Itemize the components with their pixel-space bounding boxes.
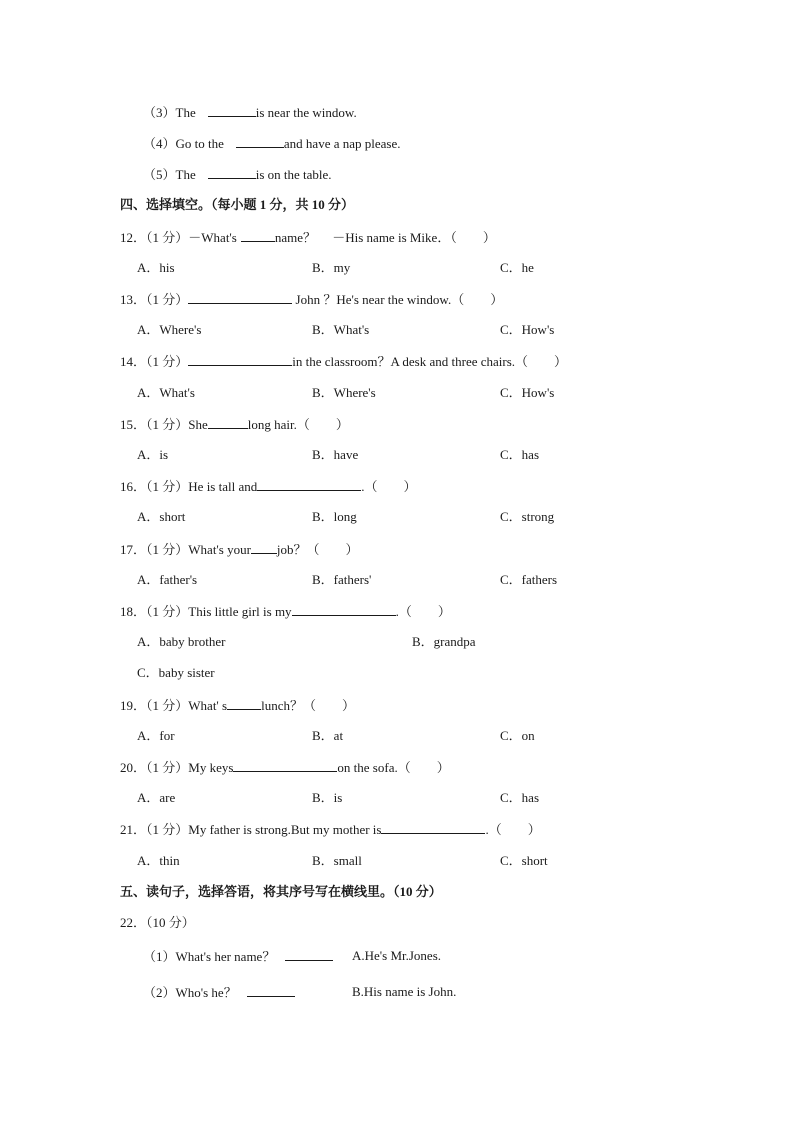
- question-score: （1 分）: [146, 760, 189, 775]
- option-a[interactable]: [137, 728, 175, 744]
- option-b[interactable]: [312, 385, 376, 401]
- option-text: are: [159, 790, 176, 805]
- option-letter: C．: [500, 790, 522, 805]
- question-stem: [120, 821, 541, 838]
- question-number: 22．: [120, 915, 147, 930]
- question-text: lunch？（ ）: [261, 698, 355, 713]
- option-text: baby brother: [159, 634, 226, 649]
- option-text: he: [521, 260, 534, 275]
- item-text: The: [175, 105, 196, 120]
- match-answer: A.He's Mr.Jones.: [352, 948, 442, 963]
- question-number: 21．: [120, 822, 147, 837]
- answer-blank[interactable]: [188, 353, 292, 366]
- fill-item: [143, 104, 357, 121]
- option-letter: A．: [137, 447, 160, 462]
- option-letter: A．: [137, 572, 160, 587]
- option-a[interactable]: [137, 447, 168, 463]
- option-text: fathers: [521, 572, 558, 587]
- question-stem: [120, 353, 567, 370]
- option-c[interactable]: [500, 509, 554, 525]
- option-a[interactable]: [137, 260, 175, 276]
- option-b[interactable]: [312, 728, 343, 744]
- option-letter: A．: [137, 790, 160, 805]
- section-heading: 四、选择填空。（每小题 1 分，共 10 分）: [120, 197, 355, 212]
- option-text: fathers': [333, 572, 372, 587]
- option-c[interactable]: [500, 572, 557, 588]
- option-text: is: [333, 790, 343, 805]
- option-text: has: [521, 790, 540, 805]
- question-text: .（ ）: [361, 479, 417, 494]
- option-text: short: [521, 853, 548, 868]
- question-score: （1 分）: [146, 604, 189, 619]
- option-letter: A．: [137, 634, 160, 649]
- option-a[interactable]: [137, 790, 175, 806]
- option-letter: A．: [137, 260, 160, 275]
- answer-blank[interactable]: [227, 697, 261, 710]
- option-b[interactable]: [312, 260, 350, 276]
- question-number: 18．: [120, 604, 147, 619]
- question-text: She: [188, 417, 208, 432]
- option-text: my: [333, 260, 351, 275]
- question-number: 16．: [120, 479, 147, 494]
- option-letter: B．: [312, 509, 334, 524]
- answer-blank[interactable]: [292, 603, 396, 616]
- option-letter: A．: [137, 853, 160, 868]
- option-text: have: [333, 447, 359, 462]
- question-stem: [120, 291, 503, 308]
- option-a[interactable]: [137, 572, 197, 588]
- option-letter: C．: [500, 728, 522, 743]
- item-text: is near the window.: [255, 105, 357, 120]
- option-text: thin: [159, 853, 180, 868]
- option-a[interactable]: [137, 853, 180, 869]
- option-letter: B．: [312, 853, 334, 868]
- question-text: What' s: [188, 698, 228, 713]
- option-letter: B．: [312, 322, 334, 337]
- question-stem: [120, 759, 450, 776]
- answer-blank[interactable]: [381, 821, 485, 834]
- option-text: grandpa: [433, 634, 476, 649]
- option-b[interactable]: [312, 509, 357, 525]
- option-letter: B．: [312, 385, 334, 400]
- option-text: short: [159, 509, 186, 524]
- answer-blank[interactable]: [208, 416, 248, 429]
- question-stem: [120, 915, 195, 931]
- answer-blank[interactable]: [233, 759, 337, 772]
- question-score: （1 分）: [146, 354, 189, 369]
- option-b[interactable]: [312, 447, 358, 463]
- question-score: （1 分）: [146, 822, 189, 837]
- question-text: John ？He's near the window.（ ）: [292, 292, 504, 307]
- question-text: .（ ）: [485, 822, 541, 837]
- item-text: The: [175, 167, 196, 182]
- option-text: his: [159, 260, 175, 275]
- item-text: What's her name？: [175, 949, 276, 964]
- fill-item: [143, 135, 401, 152]
- question-number: 14．: [120, 354, 147, 369]
- option-c[interactable]: [500, 385, 554, 401]
- option-text: is: [159, 447, 169, 462]
- option-text: How's: [521, 385, 555, 400]
- option-text: small: [333, 853, 362, 868]
- option-text: father's: [159, 572, 198, 587]
- item-number: （4）: [143, 136, 176, 151]
- option-text: for: [159, 728, 175, 743]
- answer-blank[interactable]: [241, 229, 275, 242]
- option-letter: C．: [500, 260, 522, 275]
- question-text: My father is strong.But my mother is: [188, 822, 382, 837]
- option-c[interactable]: [500, 260, 534, 276]
- item-number: （3）: [143, 105, 176, 120]
- option-letter: C．: [500, 853, 522, 868]
- question-number: 20．: [120, 760, 147, 775]
- question-stem: [120, 697, 355, 714]
- option-letter: C．: [500, 447, 522, 462]
- question-score: （1 分）: [146, 292, 189, 307]
- option-letter: C．: [500, 385, 522, 400]
- option-letter: B．: [312, 260, 334, 275]
- answer-blank[interactable]: [257, 478, 361, 491]
- answer-blank[interactable]: [285, 948, 333, 961]
- option-a[interactable]: [137, 509, 185, 525]
- fill-item: [143, 166, 332, 183]
- item-text: is on the table.: [255, 167, 332, 182]
- option-b[interactable]: [312, 572, 371, 588]
- answer-blank[interactable]: [247, 984, 295, 997]
- question-stem: [120, 416, 349, 433]
- option-letter: B．: [312, 728, 334, 743]
- option-text: What's: [333, 322, 370, 337]
- question-text: .（ ）: [395, 604, 451, 619]
- question-stem: [120, 229, 496, 246]
- option-b[interactable]: [412, 634, 476, 650]
- question-text: －What's: [188, 230, 237, 245]
- answer-blank[interactable]: [208, 104, 256, 117]
- option-letter: A．: [137, 322, 160, 337]
- question-text: long hair.（ ）: [247, 417, 349, 432]
- option-text: on: [521, 728, 535, 743]
- question-stem: [120, 603, 451, 620]
- option-letter: B．: [312, 447, 334, 462]
- answer-blank[interactable]: [208, 166, 256, 179]
- question-text: on the sofa.（ ）: [337, 760, 450, 775]
- match-item: [143, 984, 295, 1001]
- item-text: Who's he？: [175, 985, 237, 1000]
- option-text: How's: [521, 322, 555, 337]
- option-letter: A．: [137, 509, 160, 524]
- question-stem: [120, 541, 359, 558]
- option-letter: C．: [500, 509, 522, 524]
- answer-blank[interactable]: [251, 541, 277, 554]
- option-c[interactable]: [137, 665, 215, 681]
- option-text: Where's: [333, 385, 376, 400]
- answer-blank[interactable]: [188, 291, 292, 304]
- option-a[interactable]: [137, 634, 225, 650]
- question-text: My keys: [188, 760, 234, 775]
- question-score: （1 分）: [146, 417, 189, 432]
- option-letter: C．: [500, 322, 522, 337]
- option-text: Where's: [159, 322, 202, 337]
- item-text: and have a nap please.: [283, 136, 401, 151]
- option-text: has: [521, 447, 540, 462]
- option-b[interactable]: [312, 853, 362, 869]
- option-c[interactable]: [500, 728, 535, 744]
- question-score: （10 分）: [146, 915, 195, 930]
- question-number: 19．: [120, 698, 147, 713]
- question-number: 13．: [120, 292, 147, 307]
- option-text: baby sister: [158, 665, 215, 680]
- option-a[interactable]: [137, 385, 195, 401]
- option-text: strong: [521, 509, 555, 524]
- question-text: job？（ ）: [276, 542, 359, 557]
- item-text: Go to the: [175, 136, 224, 151]
- match-answer: B.His name is John.: [352, 984, 457, 999]
- option-text: at: [333, 728, 344, 743]
- question-score: （1 分）: [146, 479, 189, 494]
- question-text: in the classroom？A desk and three chairs.（ ）: [292, 354, 568, 369]
- item-number: （5）: [143, 167, 176, 182]
- match-item: [143, 948, 333, 965]
- option-c[interactable]: [500, 447, 539, 463]
- option-c[interactable]: [500, 853, 548, 869]
- option-c[interactable]: [500, 790, 539, 806]
- question-text: What's your: [188, 542, 251, 557]
- option-b[interactable]: [312, 322, 369, 338]
- option-letter: A．: [137, 728, 160, 743]
- question-text: He is tall and: [188, 479, 258, 494]
- question-text: This little girl is my: [188, 604, 292, 619]
- section-heading: 五、读句子，选择答语，将其序号写在横线里。（10 分）: [120, 884, 442, 899]
- question-text: name？ －His name is Mike．（ ）: [274, 230, 496, 245]
- option-a[interactable]: [137, 322, 201, 338]
- option-letter: A．: [137, 385, 160, 400]
- item-number: （2）: [143, 985, 176, 1000]
- question-score: （1 分）: [146, 698, 189, 713]
- option-letter: C．: [137, 665, 159, 680]
- option-c[interactable]: [500, 322, 554, 338]
- question-number: 15．: [120, 417, 147, 432]
- answer-blank[interactable]: [236, 135, 284, 148]
- question-stem: [120, 478, 417, 495]
- item-number: （1）: [143, 949, 176, 964]
- option-text: long: [333, 509, 357, 524]
- question-score: （1 分）: [146, 230, 189, 245]
- question-number: 12．: [120, 230, 147, 245]
- option-letter: C．: [500, 572, 522, 587]
- option-letter: B．: [312, 790, 334, 805]
- question-number: 17．: [120, 542, 147, 557]
- option-b[interactable]: [312, 790, 342, 806]
- option-letter: B．: [412, 634, 434, 649]
- question-score: （1 分）: [146, 542, 189, 557]
- option-letter: B．: [312, 572, 334, 587]
- option-text: What's: [159, 385, 195, 400]
